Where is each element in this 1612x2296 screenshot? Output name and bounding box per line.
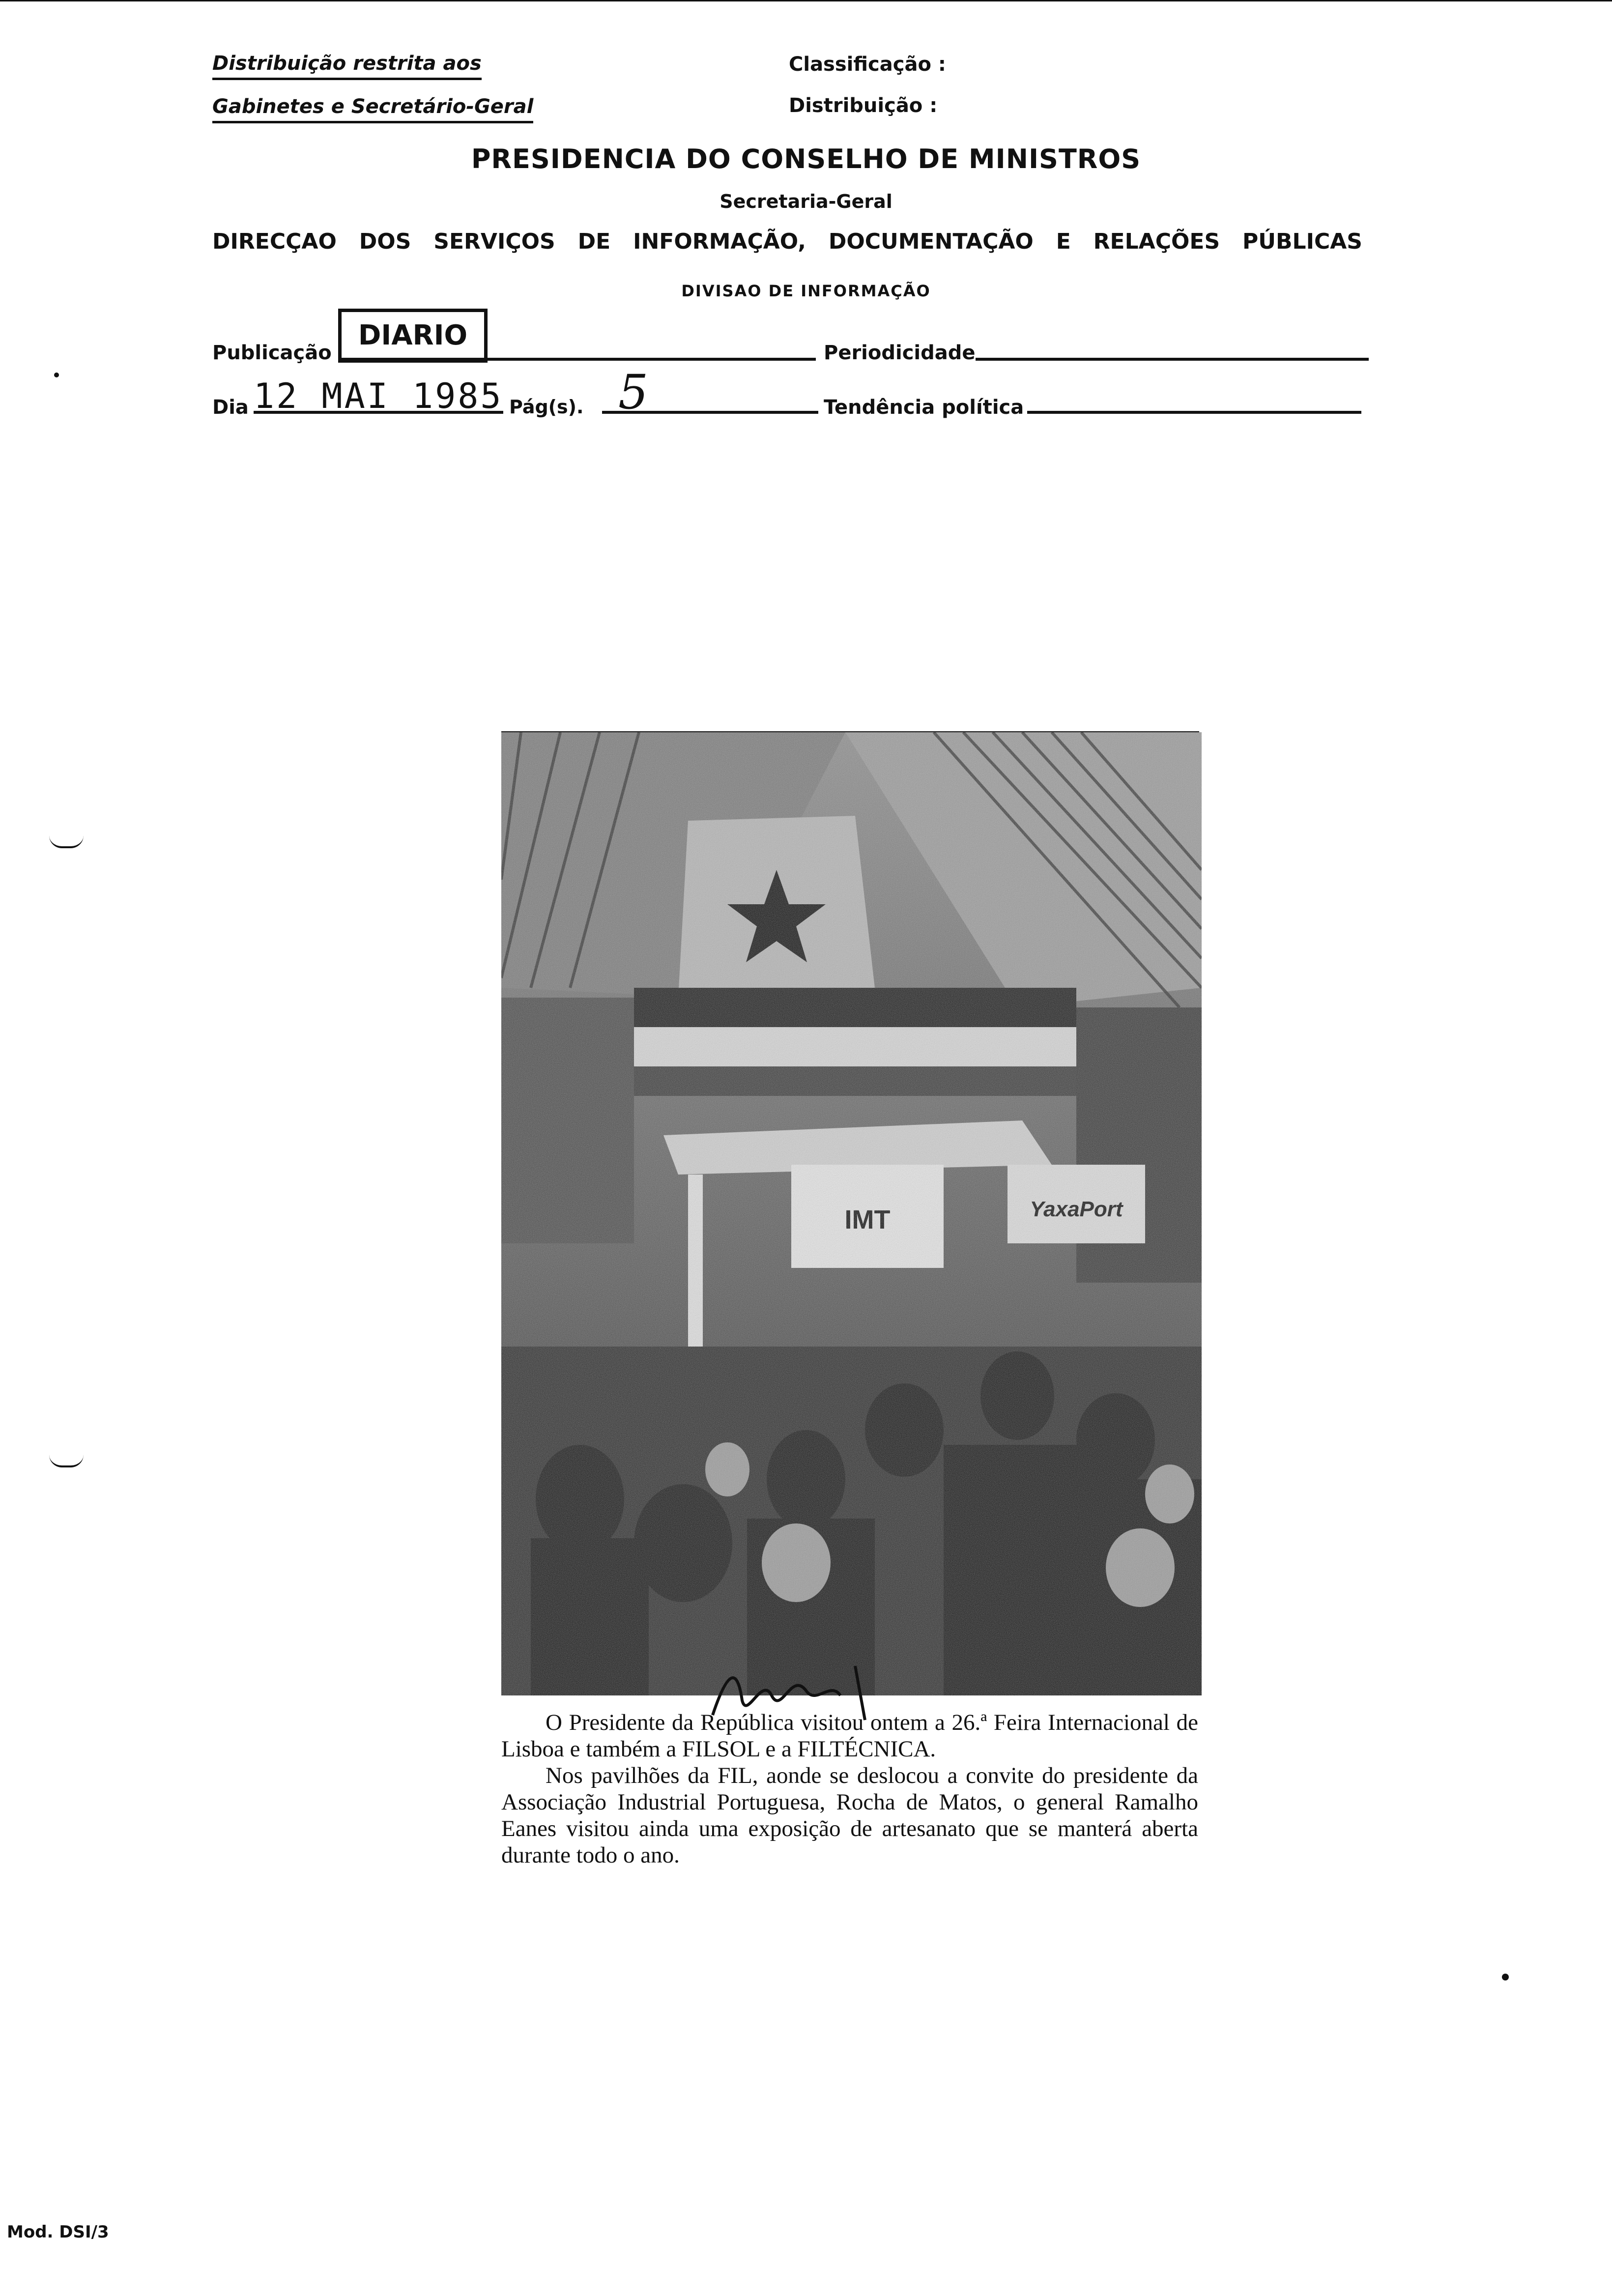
dia-label: Dia bbox=[212, 396, 249, 419]
margin-mark bbox=[49, 1455, 84, 1467]
page-title: PRESIDENCIA DO CONSELHO DE MINISTROS bbox=[471, 144, 1141, 174]
news-photo bbox=[501, 732, 1202, 1695]
publicacao-line bbox=[338, 358, 816, 361]
top-rule bbox=[0, 0, 1612, 1]
classificacao-label: Classificação : bbox=[789, 53, 946, 76]
model-code: Mod. DSI/3 bbox=[7, 2222, 109, 2242]
restricted-line-1: Distribuição restrita aos bbox=[212, 52, 482, 80]
pags-label: Pág(s). bbox=[509, 396, 584, 418]
dia-stamp: 12 MAI 1985 bbox=[254, 376, 503, 416]
restricted-line-2: Gabinetes e Secretário-Geral bbox=[212, 95, 533, 123]
margin-dot bbox=[54, 373, 59, 377]
periodicidade-label: Periodicidade bbox=[824, 342, 976, 364]
subtitle: Secretaria-Geral bbox=[720, 191, 892, 212]
distribuicao-label: Distribuição : bbox=[789, 94, 938, 117]
division: DIVISAO DE INFORMAÇÃO bbox=[681, 282, 931, 300]
margin-dot bbox=[1502, 1974, 1509, 1980]
tendencia-line bbox=[1027, 411, 1361, 414]
periodicidade-line bbox=[976, 358, 1369, 361]
photo-caption bbox=[501, 1709, 1198, 1868]
tendencia-label: Tendência política bbox=[824, 396, 1024, 419]
pags-handwritten: 5 bbox=[618, 365, 649, 420]
directorate: DIRECÇAO DOS SERVIÇOS DE INFORMAÇÃO, DOCUMENTAÇÃO E RELAÇÕES PÚBLICAS bbox=[212, 229, 1362, 254]
caption-paragraph-1: O Presidente da República visitou ontem a 26.ª Feira Internacional de Lisboa e também a FILSOL e a FILTÉCNICA. bbox=[501, 1710, 1198, 1762]
publicacao-stamp: DIARIO bbox=[338, 309, 488, 363]
publicacao-label: Publicação bbox=[212, 342, 332, 364]
caption-paragraph-2: Nos pavilhões da FIL, aonde se deslocou a convite do presidente da Associação Industrial Portuguesa, Rocha de Matos, o general Ramalho Eanes visitou ainda uma exposição de artesanato que se manterá aberta durante todo o ano. bbox=[501, 1763, 1198, 1868]
margin-mark bbox=[49, 835, 84, 848]
